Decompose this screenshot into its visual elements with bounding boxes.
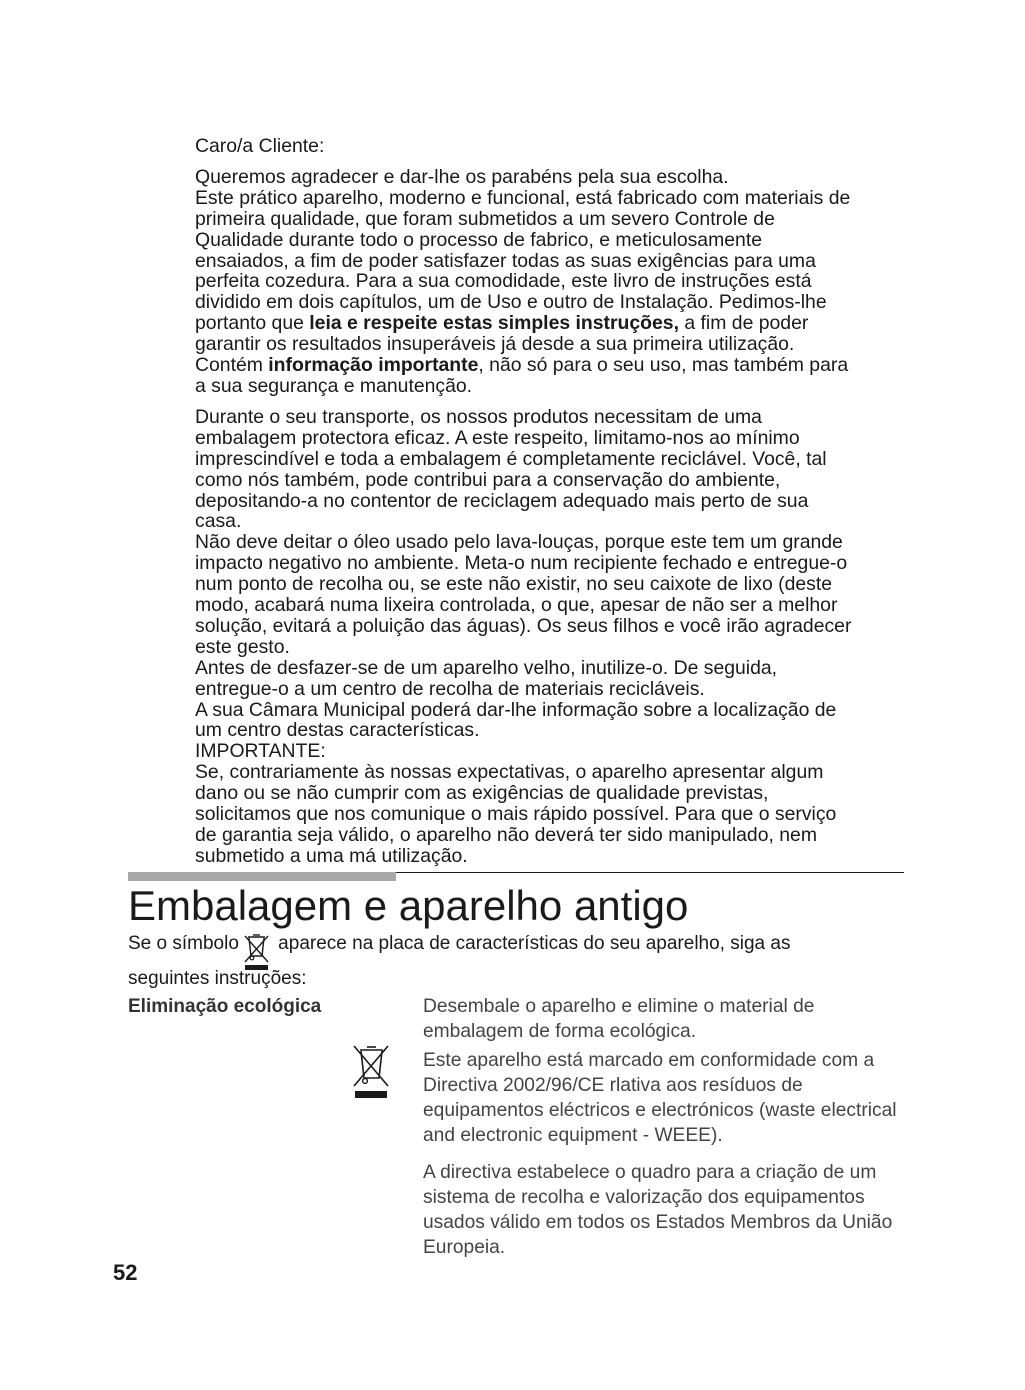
weee-icon xyxy=(350,1042,392,1102)
intro-paragraph-2: Durante o seu transporte, os nossos produtos necessitam de uma embalagem protectora eficaz. A este respeito, limitamo-nos ao mínimo imprescindível e toda a embalagem é completamente reciclável. Você, tal como nós também, pode contribui para a conservação do ambiente, depositando-a no contentor de reciclagem adequado mais perto de sua casa. xyxy=(195,405,827,533)
symbol-sentence: Se o símbolo aparece na placa de características do seu aparelho, siga as xyxy=(128,932,790,972)
intro-paragraph-4: Antes de desfazer-se de um aparelho velho, inutilize-o. De seguida, entregue-o a um centro de recolha de materiais recicláveis. xyxy=(195,656,778,700)
intro-paragraph-6: Se, contrariamente às nossas expectativas, o aparelho apresentar algum dano ou se não cumprir com as exigências de qualidade previstas, solicitamos que nos comunique o mais rápido possível. Para que o serviço de garantia seja válido, o aparelho não deverá ter sido manipulado, nem submetido a uma má utilização. xyxy=(195,761,837,867)
important-label: IMPORTANTE: xyxy=(195,740,326,763)
intro-paragraph-1: Queremos agradecer e dar-lhe os parabéns pela sua escolha. Este prático aparelho, moderno e funcional, está fabricado com materiais de primeira qualidade, que foram submetidos a um severo Controle de Qualidade durante todo o processo de fabrico, e meticulosamente ensaiados, a fim de poder satisfazer todas as suas exigências para uma perfeita cozedura. Para a sua comodidade, este livro de instruções está dividido em dois capítulos, um de Uso e outro de Instalação. Pedimos-lhe portanto que leia e respeite estas simples instruções, a fim de poder garantir os resultados insuperáveis já desde a sua primeira utilização. Contém informação importante, não só para o seu uso, mas também para a sua segurança e manutenção. xyxy=(195,165,851,397)
unpack-paragraph: Desembale o aparelho e elimine o material de embalagem de forma ecológica. xyxy=(423,996,815,1042)
weee-inline-icon xyxy=(239,932,273,972)
intro-paragraph-5: A sua Câmara Municipal poderá dar-lhe informação sobre a localização de um centro destas características. xyxy=(195,698,837,742)
intro-letter xyxy=(195,136,855,867)
section-title: Embalagem e aparelho antigo xyxy=(128,882,689,929)
weee-paragraph: Este aparelho está marcado em conformidade com a Directiva 2002/96/CE rlativa aos resíduos de equipamentos eléctricos e electrónicos (waste electrical and electronic equipment - WEEE). xyxy=(423,1050,897,1146)
page-number: 52 xyxy=(113,1260,138,1285)
symbol-sentence-continued: seguintes instruções: xyxy=(128,968,307,989)
eco-disposal-heading: Eliminação ecológica xyxy=(128,996,322,1017)
section-rule-line xyxy=(396,872,904,873)
greeting: Caro/a Cliente: xyxy=(195,135,325,157)
intro-paragraph-3: Não deve deitar o óleo usado pelo lava-louças, porque este tem um grande impacto negativo no ambiente. Meta-o num recipiente fechado e entregue-o num ponto de recolha ou, se este não existir, no seu caixote de lixo (deste modo, acabará numa lixeira controlada, o que, apesar de não ser a melhor solução, evitará a poluição das águas). Os seus filhos e você irão agradecer este gesto. xyxy=(195,531,852,658)
directive-paragraph: A directiva estabelece o quadro para a criação de um sistema de recolha e valorização dos equipamentos usados válido em todos os Estados Membros da União Europeia. xyxy=(423,1162,893,1258)
